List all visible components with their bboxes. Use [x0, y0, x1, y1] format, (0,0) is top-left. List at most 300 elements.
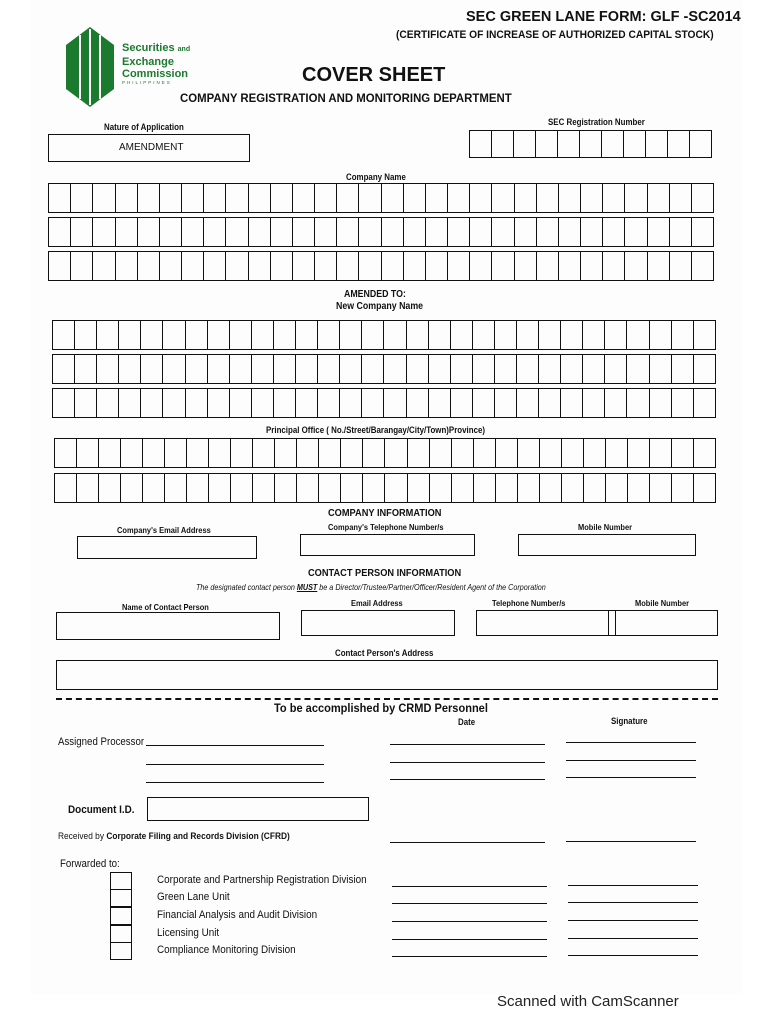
- character-box[interactable]: [359, 218, 381, 246]
- logo-country: PHILIPPINES: [122, 80, 172, 85]
- character-box[interactable]: [362, 321, 384, 349]
- character-box[interactable]: [275, 474, 297, 502]
- character-box[interactable]: [77, 474, 99, 502]
- character-box[interactable]: [694, 389, 715, 417]
- character-box[interactable]: [539, 389, 561, 417]
- character-box[interactable]: [650, 389, 672, 417]
- character-box[interactable]: [559, 252, 581, 280]
- character-box[interactable]: [692, 218, 713, 246]
- character-box[interactable]: [492, 184, 514, 212]
- character-box[interactable]: [451, 321, 473, 349]
- character-box[interactable]: [226, 184, 248, 212]
- forward-checkbox[interactable]: [110, 925, 132, 943]
- character-box[interactable]: [252, 355, 274, 383]
- character-box[interactable]: [253, 439, 275, 467]
- character-box[interactable]: [404, 252, 426, 280]
- character-box[interactable]: [540, 474, 562, 502]
- character-box[interactable]: [536, 131, 558, 157]
- character-box[interactable]: [49, 218, 71, 246]
- contact-note-post: be a Director/Trustee/Partner/Officer/Resident Agent of the Corporation: [319, 583, 546, 592]
- character-box[interactable]: [93, 218, 115, 246]
- character-box[interactable]: [99, 474, 121, 502]
- character-box[interactable]: [71, 252, 93, 280]
- character-box[interactable]: [53, 355, 75, 383]
- processor-date-line-3[interactable]: [390, 779, 545, 780]
- character-box[interactable]: [451, 355, 473, 383]
- contact-telephone-field[interactable]: [476, 610, 616, 636]
- character-box[interactable]: [625, 184, 647, 212]
- forward-signature-line[interactable]: [568, 920, 698, 921]
- character-box[interactable]: [231, 474, 253, 502]
- character-box[interactable]: [55, 474, 77, 502]
- character-box[interactable]: [141, 321, 163, 349]
- forward-checkbox[interactable]: [110, 907, 132, 925]
- character-box[interactable]: [293, 252, 315, 280]
- character-box[interactable]: [583, 321, 605, 349]
- character-box[interactable]: [694, 439, 715, 467]
- processor-signature-line-2[interactable]: [566, 760, 696, 761]
- character-box[interactable]: [672, 389, 694, 417]
- character-box[interactable]: [252, 389, 274, 417]
- character-box[interactable]: [143, 439, 165, 467]
- character-box[interactable]: [160, 184, 182, 212]
- character-box[interactable]: [473, 389, 495, 417]
- forward-checkbox[interactable]: [110, 889, 132, 907]
- character-box[interactable]: [315, 184, 337, 212]
- character-box[interactable]: [362, 355, 384, 383]
- character-box[interactable]: [448, 218, 470, 246]
- character-box[interactable]: [672, 355, 694, 383]
- character-box[interactable]: [539, 355, 561, 383]
- character-box[interactable]: [340, 321, 362, 349]
- character-box[interactable]: [492, 131, 514, 157]
- character-box[interactable]: [452, 439, 474, 467]
- character-box[interactable]: [624, 131, 646, 157]
- document-id-field[interactable]: [147, 797, 369, 821]
- character-box[interactable]: [163, 355, 185, 383]
- character-box[interactable]: [625, 252, 647, 280]
- character-box[interactable]: [407, 321, 429, 349]
- character-box[interactable]: [252, 321, 274, 349]
- character-box[interactable]: [116, 184, 138, 212]
- principal-office-row-2[interactable]: [54, 473, 716, 503]
- character-box[interactable]: [404, 218, 426, 246]
- character-box[interactable]: [297, 439, 319, 467]
- character-box[interactable]: [337, 218, 359, 246]
- character-box[interactable]: [448, 252, 470, 280]
- forward-signature-line[interactable]: [568, 938, 698, 939]
- character-box[interactable]: [341, 439, 363, 467]
- document-id-label: Document I.D.: [68, 804, 135, 816]
- character-box[interactable]: [558, 131, 580, 157]
- character-box[interactable]: [517, 355, 539, 383]
- company-name-row-2[interactable]: [48, 217, 714, 247]
- character-box[interactable]: [75, 355, 97, 383]
- character-box[interactable]: [337, 184, 359, 212]
- character-box[interactable]: [694, 355, 715, 383]
- character-box[interactable]: [470, 252, 492, 280]
- character-box[interactable]: [429, 389, 451, 417]
- character-box[interactable]: [559, 218, 581, 246]
- character-box[interactable]: [143, 474, 165, 502]
- processor-signature-line-3[interactable]: [566, 777, 696, 778]
- character-box[interactable]: [473, 355, 495, 383]
- character-box[interactable]: [407, 389, 429, 417]
- character-box[interactable]: [160, 252, 182, 280]
- character-box[interactable]: [517, 389, 539, 417]
- character-box[interactable]: [271, 184, 293, 212]
- character-box[interactable]: [648, 184, 670, 212]
- forward-date-line[interactable]: [392, 939, 547, 940]
- new-company-name-row-1[interactable]: [52, 320, 716, 350]
- character-box[interactable]: [138, 184, 160, 212]
- character-box[interactable]: [249, 252, 271, 280]
- forward-date-line[interactable]: [392, 886, 547, 887]
- character-box[interactable]: [271, 252, 293, 280]
- character-box[interactable]: [121, 439, 143, 467]
- contact-name-field[interactable]: [56, 612, 280, 640]
- character-box[interactable]: [138, 252, 160, 280]
- character-box[interactable]: [452, 474, 474, 502]
- character-box[interactable]: [271, 218, 293, 246]
- forward-date-line[interactable]: [392, 921, 547, 922]
- character-box[interactable]: [561, 321, 583, 349]
- processor-date-line-2[interactable]: [390, 762, 545, 763]
- character-box[interactable]: [119, 355, 141, 383]
- character-box[interactable]: [209, 439, 231, 467]
- character-box[interactable]: [492, 218, 514, 246]
- character-box[interactable]: [121, 474, 143, 502]
- character-box[interactable]: [208, 321, 230, 349]
- forward-date-line[interactable]: [392, 956, 547, 957]
- character-box[interactable]: [208, 389, 230, 417]
- character-box[interactable]: [448, 184, 470, 212]
- character-box[interactable]: [627, 321, 649, 349]
- character-box[interactable]: [584, 439, 606, 467]
- character-box[interactable]: [253, 474, 275, 502]
- character-box[interactable]: [650, 439, 672, 467]
- character-box[interactable]: [209, 474, 231, 502]
- character-box[interactable]: [668, 131, 690, 157]
- character-box[interactable]: [71, 184, 93, 212]
- character-box[interactable]: [93, 184, 115, 212]
- character-box[interactable]: [517, 321, 539, 349]
- character-box[interactable]: [603, 184, 625, 212]
- character-box[interactable]: [474, 439, 496, 467]
- character-box[interactable]: [561, 355, 583, 383]
- character-box[interactable]: [496, 439, 518, 467]
- character-box[interactable]: [55, 439, 77, 467]
- processor-line-1[interactable]: [146, 745, 324, 746]
- character-box[interactable]: [670, 252, 692, 280]
- character-box[interactable]: [404, 184, 426, 212]
- forward-signature-line[interactable]: [568, 885, 698, 886]
- forward-date-line[interactable]: [392, 903, 547, 904]
- nature-of-application-field[interactable]: [48, 134, 250, 162]
- character-box[interactable]: [363, 439, 385, 467]
- received-signature-line[interactable]: [566, 841, 696, 842]
- character-box[interactable]: [385, 439, 407, 467]
- character-box[interactable]: [296, 389, 318, 417]
- character-box[interactable]: [226, 218, 248, 246]
- character-box[interactable]: [407, 355, 429, 383]
- character-box[interactable]: [581, 218, 603, 246]
- character-box[interactable]: [226, 252, 248, 280]
- character-box[interactable]: [165, 474, 187, 502]
- character-box[interactable]: [650, 355, 672, 383]
- character-box[interactable]: [430, 439, 452, 467]
- character-box[interactable]: [495, 389, 517, 417]
- character-box[interactable]: [581, 252, 603, 280]
- processor-signature-line-1[interactable]: [566, 742, 696, 743]
- character-box[interactable]: [249, 184, 271, 212]
- character-box[interactable]: [160, 218, 182, 246]
- processor-line-2[interactable]: [146, 764, 324, 765]
- character-box[interactable]: [186, 355, 208, 383]
- character-box[interactable]: [163, 321, 185, 349]
- character-box[interactable]: [53, 389, 75, 417]
- character-box[interactable]: [99, 439, 121, 467]
- character-box[interactable]: [648, 252, 670, 280]
- character-box[interactable]: [187, 474, 209, 502]
- character-box[interactable]: [75, 321, 97, 349]
- character-box[interactable]: [672, 474, 694, 502]
- contact-email-field[interactable]: [301, 610, 455, 636]
- character-box[interactable]: [515, 218, 537, 246]
- character-box[interactable]: [672, 321, 694, 349]
- character-box[interactable]: [646, 131, 668, 157]
- character-box[interactable]: [208, 355, 230, 383]
- company-mobile-field[interactable]: [518, 534, 696, 556]
- character-box[interactable]: [293, 184, 315, 212]
- character-box[interactable]: [602, 131, 624, 157]
- character-box[interactable]: [583, 355, 605, 383]
- character-box[interactable]: [537, 184, 559, 212]
- forward-signature-line[interactable]: [568, 955, 698, 956]
- character-box[interactable]: [97, 321, 119, 349]
- character-box[interactable]: [138, 218, 160, 246]
- character-box[interactable]: [382, 252, 404, 280]
- company-name-row-3[interactable]: [48, 251, 714, 281]
- character-box[interactable]: [605, 355, 627, 383]
- forward-signature-line[interactable]: [568, 902, 698, 903]
- character-box[interactable]: [537, 252, 559, 280]
- processor-line-3[interactable]: [146, 782, 324, 783]
- character-box[interactable]: [319, 439, 341, 467]
- character-box[interactable]: [539, 321, 561, 349]
- character-box[interactable]: [75, 389, 97, 417]
- character-box[interactable]: [297, 474, 319, 502]
- character-box[interactable]: [495, 321, 517, 349]
- character-box[interactable]: [163, 389, 185, 417]
- character-box[interactable]: [603, 252, 625, 280]
- character-box[interactable]: [690, 131, 711, 157]
- character-box[interactable]: [473, 321, 495, 349]
- character-box[interactable]: [384, 389, 406, 417]
- character-box[interactable]: [606, 439, 628, 467]
- processor-date-line-1[interactable]: [390, 744, 545, 745]
- company-name-row-1[interactable]: [48, 183, 714, 213]
- character-box[interactable]: [274, 389, 296, 417]
- character-box[interactable]: [318, 321, 340, 349]
- character-box[interactable]: [385, 474, 407, 502]
- character-box[interactable]: [141, 355, 163, 383]
- character-box[interactable]: [495, 355, 517, 383]
- character-box[interactable]: [97, 389, 119, 417]
- character-box[interactable]: [561, 389, 583, 417]
- form-subtitle: (CERTIFICATE OF INCREASE OF AUTHORIZED CAPITAL STOCK): [396, 29, 714, 41]
- character-box[interactable]: [408, 474, 430, 502]
- character-box[interactable]: [580, 131, 602, 157]
- character-box[interactable]: [204, 218, 226, 246]
- new-company-name-row-2[interactable]: [52, 354, 716, 384]
- character-box[interactable]: [670, 218, 692, 246]
- character-box[interactable]: [605, 321, 627, 349]
- character-box[interactable]: [470, 131, 492, 157]
- character-box[interactable]: [537, 218, 559, 246]
- forward-checkbox[interactable]: [110, 942, 132, 960]
- character-box[interactable]: [315, 252, 337, 280]
- character-box[interactable]: [249, 218, 271, 246]
- character-box[interactable]: [692, 184, 713, 212]
- character-box[interactable]: [362, 389, 384, 417]
- character-box[interactable]: [426, 184, 448, 212]
- character-box[interactable]: [341, 474, 363, 502]
- character-box[interactable]: [583, 389, 605, 417]
- character-box[interactable]: [119, 321, 141, 349]
- character-box[interactable]: [605, 389, 627, 417]
- character-box[interactable]: [384, 355, 406, 383]
- character-box[interactable]: [337, 252, 359, 280]
- received-date-line[interactable]: [390, 842, 545, 843]
- character-box[interactable]: [492, 252, 514, 280]
- character-box[interactable]: [186, 389, 208, 417]
- character-box[interactable]: [318, 355, 340, 383]
- character-box[interactable]: [384, 321, 406, 349]
- character-box[interactable]: [49, 252, 71, 280]
- character-box[interactable]: [426, 252, 448, 280]
- character-box[interactable]: [116, 218, 138, 246]
- character-box[interactable]: [648, 218, 670, 246]
- character-box[interactable]: [562, 474, 584, 502]
- character-box[interactable]: [625, 218, 647, 246]
- character-box[interactable]: [53, 321, 75, 349]
- character-box[interactable]: [315, 218, 337, 246]
- character-box[interactable]: [650, 321, 672, 349]
- character-box[interactable]: [359, 184, 381, 212]
- character-box[interactable]: [296, 355, 318, 383]
- character-box[interactable]: [71, 218, 93, 246]
- character-box[interactable]: [165, 439, 187, 467]
- character-box[interactable]: [204, 184, 226, 212]
- character-box[interactable]: [515, 252, 537, 280]
- principal-office-row-1[interactable]: [54, 438, 716, 468]
- character-box[interactable]: [408, 439, 430, 467]
- sec-registration-number-field[interactable]: [469, 130, 712, 158]
- character-box[interactable]: [603, 218, 625, 246]
- character-box[interactable]: [470, 184, 492, 212]
- character-box[interactable]: [275, 439, 297, 467]
- character-box[interactable]: [97, 355, 119, 383]
- character-box[interactable]: [429, 355, 451, 383]
- character-box[interactable]: [231, 439, 253, 467]
- character-box[interactable]: [562, 439, 584, 467]
- character-box[interactable]: [514, 131, 536, 157]
- character-box[interactable]: [429, 321, 451, 349]
- character-box[interactable]: [581, 184, 603, 212]
- contact-mobile-field[interactable]: [608, 610, 718, 636]
- character-box[interactable]: [628, 474, 650, 502]
- character-box[interactable]: [540, 439, 562, 467]
- character-box[interactable]: [670, 184, 692, 212]
- character-box[interactable]: [230, 355, 252, 383]
- character-box[interactable]: [470, 218, 492, 246]
- forward-checkbox[interactable]: [110, 872, 132, 890]
- character-box[interactable]: [274, 355, 296, 383]
- character-box[interactable]: [182, 252, 204, 280]
- character-box[interactable]: [627, 389, 649, 417]
- character-box[interactable]: [363, 474, 385, 502]
- character-box[interactable]: [230, 389, 252, 417]
- contact-address-field[interactable]: [56, 660, 718, 690]
- character-box[interactable]: [474, 474, 496, 502]
- character-box[interactable]: [230, 321, 252, 349]
- character-box[interactable]: [672, 439, 694, 467]
- character-box[interactable]: [515, 184, 537, 212]
- character-box[interactable]: [451, 389, 473, 417]
- company-telephone-field[interactable]: [300, 534, 475, 556]
- company-email-field[interactable]: [77, 536, 257, 559]
- character-box[interactable]: [559, 184, 581, 212]
- character-box[interactable]: [627, 355, 649, 383]
- character-box[interactable]: [119, 389, 141, 417]
- character-box[interactable]: [628, 439, 650, 467]
- character-box[interactable]: [382, 218, 404, 246]
- character-box[interactable]: [318, 389, 340, 417]
- character-box[interactable]: [382, 184, 404, 212]
- character-box[interactable]: [584, 474, 606, 502]
- character-box[interactable]: [694, 321, 715, 349]
- character-box[interactable]: [694, 474, 715, 502]
- character-box[interactable]: [319, 474, 341, 502]
- character-box[interactable]: [49, 184, 71, 212]
- character-box[interactable]: [496, 474, 518, 502]
- character-box[interactable]: [182, 218, 204, 246]
- character-box[interactable]: [518, 474, 540, 502]
- character-box[interactable]: [186, 321, 208, 349]
- character-box[interactable]: [93, 252, 115, 280]
- character-box[interactable]: [77, 439, 99, 467]
- character-box[interactable]: [340, 355, 362, 383]
- character-box[interactable]: [359, 252, 381, 280]
- character-box[interactable]: [426, 218, 448, 246]
- character-box[interactable]: [606, 474, 628, 502]
- character-box[interactable]: [340, 389, 362, 417]
- character-box[interactable]: [141, 389, 163, 417]
- character-box[interactable]: [650, 474, 672, 502]
- character-box[interactable]: [116, 252, 138, 280]
- character-box[interactable]: [296, 321, 318, 349]
- character-box[interactable]: [692, 252, 713, 280]
- character-box[interactable]: [293, 218, 315, 246]
- character-box[interactable]: [187, 439, 209, 467]
- character-box[interactable]: [274, 321, 296, 349]
- new-company-name-row-3[interactable]: [52, 388, 716, 418]
- character-box[interactable]: [430, 474, 452, 502]
- character-box[interactable]: [182, 184, 204, 212]
- character-box[interactable]: [204, 252, 226, 280]
- character-box[interactable]: [518, 439, 540, 467]
